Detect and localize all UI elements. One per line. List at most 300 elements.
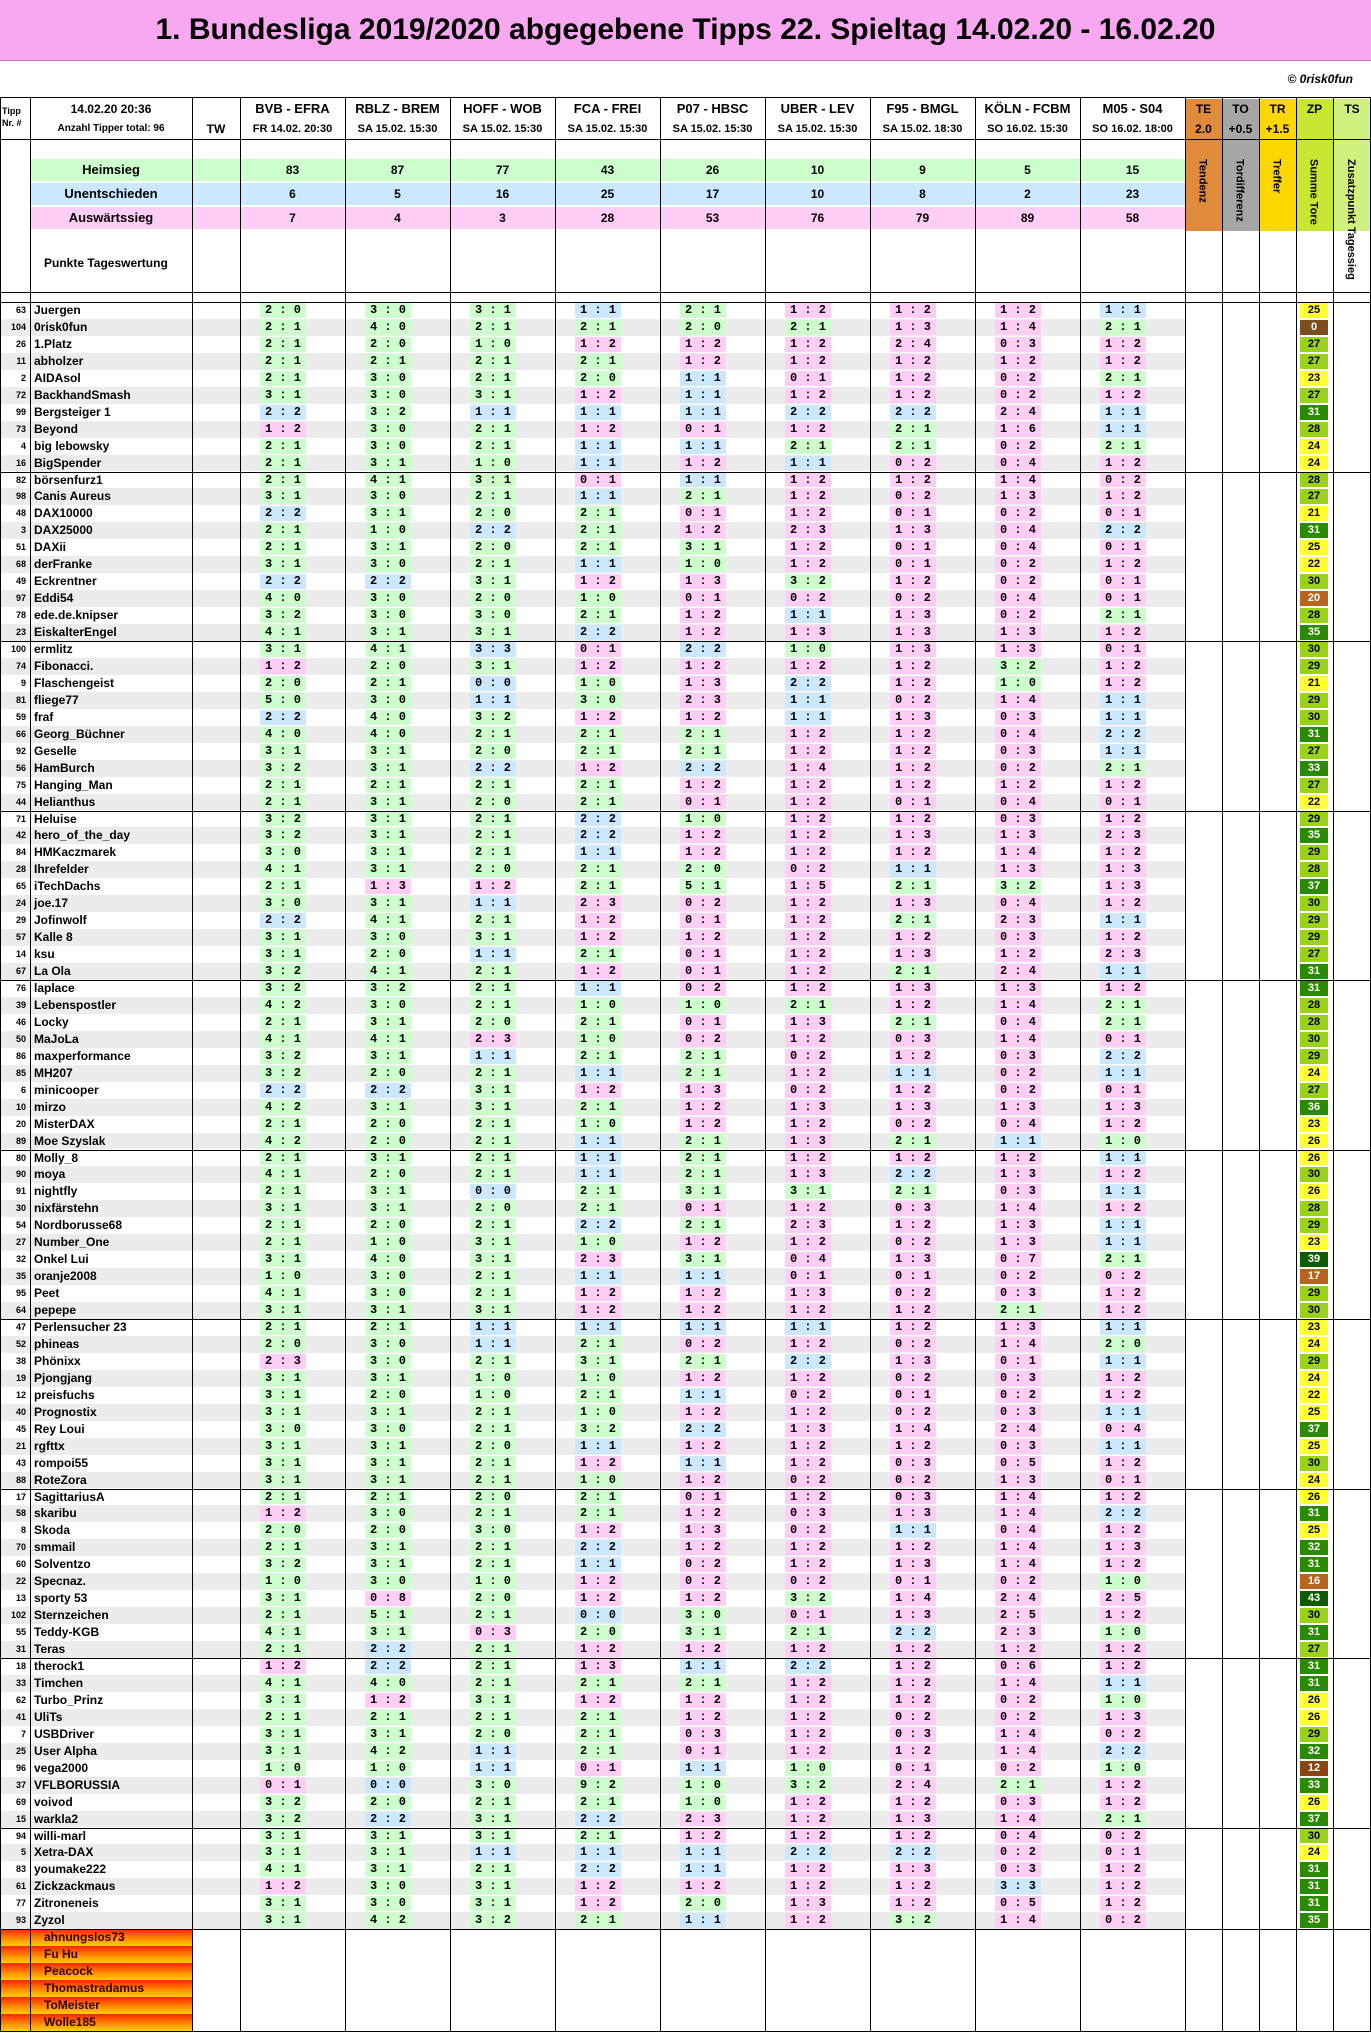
tip-value: 1 : 3 [995, 1167, 1041, 1182]
tip-value: 3 : 0 [365, 1354, 411, 1369]
tip-value: 2 : 1 [470, 1354, 516, 1369]
tip-value: 2 : 1 [470, 1659, 516, 1674]
tipp-nr: 58 [15, 1508, 26, 1519]
match-pair: KÖLN - FCBM [984, 101, 1071, 116]
stat-away: 7 [289, 211, 296, 225]
tip-value: 1 : 3 [785, 1286, 831, 1301]
tip-value: 3 : 2 [260, 1557, 306, 1572]
stat-draw: 8 [919, 187, 926, 201]
tip-value: 1 : 2 [575, 930, 621, 945]
tip-value: 2 : 1 [260, 523, 306, 538]
tip-value: 3 : 1 [365, 845, 411, 860]
tip-value: 2 : 2 [575, 1218, 621, 1233]
tip-value: 1 : 1 [995, 1134, 1041, 1149]
tipp-nr-header: Tipp Nr. # [2, 106, 22, 128]
tip-value: 3 : 1 [365, 625, 411, 640]
tip-value: 1 : 1 [575, 1320, 621, 1335]
stat-home: 43 [600, 163, 615, 177]
stat-draw: 10 [810, 187, 825, 201]
tipper-name: oranje2008 [34, 1269, 97, 1284]
tip-value: 1 : 1 [680, 1845, 726, 1860]
tip-value: 2 : 1 [890, 913, 936, 928]
tip-value: 3 : 1 [680, 1625, 726, 1640]
tip-value: 1 : 2 [785, 1439, 831, 1454]
tip-value: 3 : 1 [680, 540, 726, 555]
zp-score: 21 [1300, 676, 1328, 691]
tip-value: 2 : 1 [575, 1506, 621, 1521]
tip-value: 2 : 1 [260, 456, 306, 471]
tip-value: 1 : 2 [575, 422, 621, 437]
tip-value: 2 : 0 [680, 1896, 726, 1911]
tip-value: 0 : 2 [995, 388, 1041, 403]
tip-value: 3 : 0 [470, 1778, 516, 1793]
tip-value: 2 : 1 [575, 540, 621, 555]
tip-value: 0 : 4 [995, 540, 1041, 555]
tip-value: 3 : 1 [260, 1201, 306, 1216]
tip-value: 3 : 1 [260, 642, 306, 657]
tip-value: 3 : 2 [260, 981, 306, 996]
tip-value: 2 : 0 [365, 1167, 411, 1182]
tipper-name: Nordborusse68 [34, 1218, 123, 1233]
stat-away: 58 [1125, 211, 1140, 225]
zp-score: 24 [1300, 1371, 1328, 1386]
tip-value: 3 : 0 [365, 1574, 411, 1589]
tip-value: 3 : 0 [365, 303, 411, 318]
tip-value: 2 : 1 [995, 1303, 1041, 1318]
tip-value: 1 : 2 [785, 1303, 831, 1318]
tip-value: 2 : 2 [575, 1540, 621, 1555]
tipp-nr: 69 [15, 1796, 26, 1807]
tip-value: 0 : 2 [785, 862, 831, 877]
tip-value: 1 : 2 [1100, 1117, 1146, 1132]
grid-line [450, 97, 451, 2031]
tip-value: 1 : 2 [1100, 456, 1146, 471]
tipp-nr: 57 [15, 932, 26, 943]
zp-score: 22 [1300, 557, 1328, 572]
tip-value: 2 : 4 [995, 1422, 1041, 1437]
tip-value: 1 : 2 [785, 727, 831, 742]
tip-value: 1 : 1 [680, 1388, 726, 1403]
tip-value: 1 : 1 [575, 1167, 621, 1182]
tipper-name: Turbo_Prinz [34, 1692, 104, 1707]
tip-value: 2 : 1 [260, 1015, 306, 1030]
tip-value: 2 : 1 [575, 1710, 621, 1725]
tipp-nr: 8 [20, 1525, 26, 1536]
tip-value: 1 : 2 [785, 1032, 831, 1047]
zp-score: 27 [1300, 947, 1328, 962]
tip-value: 1 : 2 [890, 1896, 936, 1911]
tip-value: 1 : 1 [680, 439, 726, 454]
tipper-name: UliTs [34, 1709, 63, 1724]
tip-value: 1 : 2 [260, 659, 306, 674]
tip-value: 2 : 1 [365, 354, 411, 369]
tip-value: 2 : 1 [470, 1710, 516, 1725]
tip-value: 4 : 0 [365, 727, 411, 742]
tipper-name: MisterDAX [34, 1116, 95, 1131]
tip-value: 1 : 2 [680, 523, 726, 538]
grid-line [240, 97, 241, 2031]
tip-value: 3 : 1 [260, 489, 306, 504]
tip-value: 2 : 1 [470, 371, 516, 386]
grid-line [870, 97, 871, 2031]
tip-value: 1 : 2 [785, 354, 831, 369]
tip-value: 3 : 2 [260, 812, 306, 827]
tip-value: 2 : 1 [575, 1015, 621, 1030]
extra-col-abbr: TR [1269, 102, 1286, 116]
tip-value: 0 : 2 [1100, 1829, 1146, 1844]
tip-value: 3 : 1 [365, 1727, 411, 1742]
tipp-nr: 97 [15, 593, 26, 604]
tip-value: 3 : 1 [470, 1829, 516, 1844]
tip-value: 0 : 3 [995, 744, 1041, 759]
tip-value: 1 : 2 [785, 1676, 831, 1691]
tip-value: 0 : 2 [890, 1337, 936, 1352]
tip-value: 2 : 1 [365, 1320, 411, 1335]
match-pair: F95 - BMGL [886, 101, 959, 116]
tip-value: 2 : 1 [890, 1015, 936, 1030]
tip-value: 1 : 2 [575, 1879, 621, 1894]
tip-value: 3 : 1 [470, 1879, 516, 1894]
tip-value: 0 : 2 [995, 371, 1041, 386]
tip-value: 1 : 2 [1100, 1490, 1146, 1505]
tip-value: 2 : 2 [365, 1642, 411, 1657]
tip-value: 2 : 1 [575, 1490, 621, 1505]
tip-value: 1 : 2 [785, 1151, 831, 1166]
zp-score: 22 [1300, 795, 1328, 810]
grid-line [0, 2031, 1371, 2032]
zp-score: 31 [1300, 1506, 1328, 1521]
stat-away: 4 [394, 211, 401, 225]
tip-value: 1 : 2 [1100, 1642, 1146, 1657]
tip-value: 0 : 2 [890, 456, 936, 471]
tip-value: 1 : 0 [260, 1761, 306, 1776]
unregistered-name: Fu Hu [0, 1946, 192, 1963]
zp-score: 22 [1300, 1388, 1328, 1403]
tipp-nr: 13 [15, 1593, 26, 1604]
tip-value: 1 : 0 [260, 1269, 306, 1284]
tip-value: 1 : 1 [890, 1066, 936, 1081]
tipper-name: VFLBORUSSIA [34, 1777, 121, 1792]
tip-value: 1 : 2 [1100, 1879, 1146, 1894]
tip-value: 2 : 1 [470, 1422, 516, 1437]
tip-value: 0 : 1 [680, 422, 726, 437]
grid-line [1333, 97, 1334, 2031]
tip-value: 1 : 1 [470, 405, 516, 420]
tip-value: 0 : 2 [890, 693, 936, 708]
tip-value: 1 : 3 [890, 1506, 936, 1521]
tip-value: 3 : 1 [365, 1015, 411, 1030]
tip-value: 1 : 1 [575, 456, 621, 471]
zp-score: 27 [1300, 1083, 1328, 1098]
tip-value: 1 : 2 [785, 489, 831, 504]
tip-value: 1 : 1 [575, 845, 621, 860]
tip-value: 3 : 0 [365, 1896, 411, 1911]
tip-value: 2 : 1 [470, 354, 516, 369]
tipper-name: Flaschengeist [34, 675, 115, 690]
tip-value: 4 : 0 [260, 727, 306, 742]
tip-value: 2 : 1 [470, 1066, 516, 1081]
tip-value: 1 : 3 [575, 1659, 621, 1674]
tip-value: 3 : 2 [470, 710, 516, 725]
tip-value: 0 : 3 [995, 1371, 1041, 1386]
tip-value: 1 : 2 [1100, 1201, 1146, 1216]
tip-value: 1 : 1 [1100, 913, 1146, 928]
grid-line [1259, 97, 1260, 2031]
tip-value: 1 : 2 [890, 659, 936, 674]
tip-value: 1 : 2 [680, 659, 726, 674]
tip-value: 1 : 2 [890, 1795, 936, 1810]
tip-value: 2 : 1 [260, 320, 306, 335]
tip-value: 1 : 3 [1100, 862, 1146, 877]
tip-value: 3 : 1 [260, 1303, 306, 1318]
tip-value: 3 : 1 [470, 1896, 516, 1911]
extra-col-label: Zusatzpunkt Tagessieg [1345, 159, 1357, 280]
tip-value: 9 : 2 [575, 1778, 621, 1793]
zp-score: 28 [1300, 608, 1328, 623]
tip-value: 1 : 1 [575, 1439, 621, 1454]
tip-value: 1 : 2 [785, 1642, 831, 1657]
tip-value: 2 : 2 [785, 1659, 831, 1674]
tip-value: 1 : 3 [890, 1252, 936, 1267]
tip-value: 1 : 2 [575, 1286, 621, 1301]
stat-draw: 16 [495, 187, 510, 201]
tipp-nr: 15 [15, 1813, 26, 1824]
tipper-name: Helianthus [34, 794, 96, 809]
tip-value: 0 : 2 [1100, 1269, 1146, 1284]
tip-value: 1 : 2 [1100, 1608, 1146, 1623]
tip-value: 0 : 2 [995, 1066, 1041, 1081]
tip-value: 0 : 5 [995, 1456, 1041, 1471]
tip-value: 0 : 1 [1100, 574, 1146, 589]
tip-value: 1 : 2 [575, 337, 621, 352]
tip-value: 2 : 1 [680, 1066, 726, 1081]
tip-value: 2 : 1 [470, 1795, 516, 1810]
tip-value: 2 : 1 [470, 557, 516, 572]
tip-value: 1 : 1 [680, 388, 726, 403]
tip-value: 1 : 2 [785, 795, 831, 810]
tip-value: 2 : 2 [890, 1625, 936, 1640]
tip-value: 1 : 2 [1100, 896, 1146, 911]
tip-value: 2 : 1 [260, 879, 306, 894]
tip-value: 2 : 1 [470, 1506, 516, 1521]
tip-value: 0 : 3 [785, 1506, 831, 1521]
tip-value: 1 : 2 [785, 388, 831, 403]
tip-value: 0 : 1 [890, 557, 936, 572]
tip-value: 4 : 1 [260, 1032, 306, 1047]
tip-value: 0 : 2 [680, 1574, 726, 1589]
tip-value: 1 : 2 [890, 1659, 936, 1674]
tipp-nr: 22 [15, 1576, 26, 1587]
tipp-nr: 54 [15, 1220, 26, 1231]
tip-value: 5 : 1 [365, 1608, 411, 1623]
tip-value: 0 : 7 [995, 1252, 1041, 1267]
tip-value: 3 : 1 [260, 1473, 306, 1488]
tip-value: 3 : 1 [470, 303, 516, 318]
tip-value: 1 : 0 [470, 1371, 516, 1386]
match-pair: P07 - HBSC [676, 101, 749, 116]
tip-value: 1 : 4 [995, 1676, 1041, 1691]
tip-value: 1 : 0 [680, 557, 726, 572]
tipper-name: smmail [34, 1540, 76, 1555]
tip-value: 4 : 2 [260, 998, 306, 1013]
unregistered-name: ToMeister [0, 1997, 192, 2014]
tip-value: 2 : 1 [470, 981, 516, 996]
tip-value: 2 : 3 [470, 1032, 516, 1047]
tip-value: 0 : 4 [785, 1252, 831, 1267]
tip-value: 1 : 2 [680, 1303, 726, 1318]
tip-value: 1 : 2 [890, 1744, 936, 1759]
zp-score: 37 [1300, 1422, 1328, 1437]
tip-value: 2 : 1 [890, 422, 936, 437]
tip-value: 2 : 2 [1100, 727, 1146, 742]
tip-value: 2 : 1 [1100, 439, 1146, 454]
tipp-nr: 16 [15, 457, 26, 468]
tip-value: 1 : 2 [890, 1218, 936, 1233]
zp-score: 24 [1300, 456, 1328, 471]
tip-value: 1 : 2 [575, 710, 621, 725]
tip-value: 4 : 1 [365, 913, 411, 928]
tip-value: 0 : 1 [575, 1761, 621, 1776]
tip-value: 0 : 3 [995, 1439, 1041, 1454]
tip-value: 2 : 1 [575, 1829, 621, 1844]
tip-value: 1 : 2 [680, 1693, 726, 1708]
extra-col-label: Summe Tore [1307, 159, 1320, 225]
tip-value: 1 : 2 [785, 422, 831, 437]
tip-value: 1 : 2 [260, 1659, 306, 1674]
tip-value: 2 : 1 [470, 913, 516, 928]
tip-value: 2 : 4 [995, 1591, 1041, 1606]
tip-value: 1 : 1 [575, 489, 621, 504]
grid-line [0, 292, 1371, 293]
tip-value: 1 : 2 [680, 930, 726, 945]
tip-value: 1 : 2 [575, 1591, 621, 1606]
tip-value: 1 : 2 [890, 1049, 936, 1064]
tip-value: 1 : 2 [785, 337, 831, 352]
tip-value: 3 : 0 [365, 1506, 411, 1521]
tip-value: 1 : 4 [890, 1422, 936, 1437]
zp-score: 43 [1300, 1591, 1328, 1606]
tipper-name: MaJoLa [34, 1031, 79, 1046]
stat-home: 26 [705, 163, 720, 177]
tipp-nr: 40 [15, 1406, 26, 1417]
tipp-nr: 93 [15, 1915, 26, 1926]
tip-value: 2 : 3 [260, 1354, 306, 1369]
tipper-name: Kalle 8 [34, 930, 73, 945]
tipp-nr: 92 [15, 745, 26, 756]
tipp-nr: 82 [15, 474, 26, 485]
tipper-name: Locky [34, 1014, 69, 1029]
unregistered-name: Wolle185 [0, 2014, 192, 2031]
tip-value: 2 : 0 [260, 303, 306, 318]
tip-value: 0 : 1 [680, 1201, 726, 1216]
tip-value: 3 : 1 [365, 896, 411, 911]
tip-value: 1 : 2 [1100, 981, 1146, 996]
tip-value: 2 : 1 [260, 540, 306, 555]
tipper-name: Skoda [34, 1523, 71, 1538]
tip-value: 0 : 5 [995, 1896, 1041, 1911]
tip-value: 1 : 1 [575, 981, 621, 996]
tip-value: 4 : 0 [365, 320, 411, 335]
tip-value: 1 : 5 [785, 879, 831, 894]
tip-value: 1 : 6 [995, 422, 1041, 437]
zp-score: 16 [1300, 1574, 1328, 1589]
tip-value: 0 : 2 [995, 608, 1041, 623]
tip-value: 2 : 0 [365, 1218, 411, 1233]
tip-value: 1 : 1 [785, 710, 831, 725]
tip-value: 2 : 1 [260, 371, 306, 386]
tip-value: 1 : 2 [785, 744, 831, 759]
tip-value: 0 : 2 [680, 1032, 726, 1047]
tip-value: 0 : 2 [890, 1235, 936, 1250]
tipper-name: Specnaz. [34, 1574, 87, 1589]
tip-value: 1 : 3 [1100, 1710, 1146, 1725]
zp-score: 29 [1300, 659, 1328, 674]
tip-value: 1 : 2 [680, 1710, 726, 1725]
tip-value: 1 : 2 [890, 1540, 936, 1555]
tip-value: 2 : 1 [470, 1862, 516, 1877]
tip-value: 2 : 1 [365, 1490, 411, 1505]
tip-value: 1 : 2 [680, 1371, 726, 1386]
tip-value: 0 : 4 [995, 896, 1041, 911]
tip-value: 2 : 2 [785, 1354, 831, 1369]
tipper-name: Peet [34, 1286, 60, 1301]
tip-value: 2 : 2 [260, 710, 306, 725]
copyright-label: © 0risk0fun [1287, 72, 1353, 86]
tip-value: 1 : 3 [890, 981, 936, 996]
zp-score: 26 [1300, 1490, 1328, 1505]
tip-value: 1 : 1 [575, 1845, 621, 1860]
tip-value: 1 : 4 [995, 1557, 1041, 1572]
tip-value: 1 : 4 [995, 1540, 1041, 1555]
tip-value: 3 : 1 [470, 1100, 516, 1115]
tipper-name: 1.Platz [34, 336, 73, 351]
tip-value: 3 : 1 [470, 574, 516, 589]
tip-value: 3 : 1 [365, 1049, 411, 1064]
tip-value: 3 : 1 [260, 1371, 306, 1386]
unregistered-name: Peacock [0, 1963, 192, 1980]
zp-score: 36 [1300, 1100, 1328, 1115]
tip-value: 0 : 1 [890, 1388, 936, 1403]
tip-value: 1 : 2 [785, 913, 831, 928]
tip-value: 3 : 0 [365, 439, 411, 454]
tipp-nr: 45 [15, 1423, 26, 1434]
match-time: FR 14.02. 20:30 [252, 123, 333, 135]
tip-value: 1 : 0 [575, 1235, 621, 1250]
tip-value: 2 : 0 [575, 371, 621, 386]
tip-value: 1 : 2 [575, 1083, 621, 1098]
punkte-label: Punkte Tageswertung [44, 256, 168, 270]
tip-value: 1 : 1 [1100, 710, 1146, 725]
tip-value: 3 : 1 [365, 1100, 411, 1115]
tip-value: 2 : 1 [575, 1049, 621, 1064]
tip-value: 3 : 0 [365, 1422, 411, 1437]
tip-value: 2 : 1 [575, 1744, 621, 1759]
tip-value: 2 : 3 [680, 693, 726, 708]
tip-value: 1 : 0 [470, 337, 516, 352]
tip-value: 2 : 1 [680, 1151, 726, 1166]
extra-col-abbr: TE [1195, 102, 1212, 116]
tip-value: 2 : 1 [575, 727, 621, 742]
tip-value: 3 : 1 [365, 1862, 411, 1877]
tipper-name: Sternzeichen [34, 1608, 109, 1623]
tipp-nr: 21 [15, 1440, 26, 1451]
tip-value: 0 : 2 [890, 1286, 936, 1301]
tipp-nr: 3 [20, 525, 26, 536]
tip-value: 0 : 2 [995, 1269, 1041, 1284]
tipp-nr: 88 [15, 1474, 26, 1485]
tip-value: 0 : 1 [1100, 540, 1146, 555]
tip-value: 1 : 2 [785, 473, 831, 488]
